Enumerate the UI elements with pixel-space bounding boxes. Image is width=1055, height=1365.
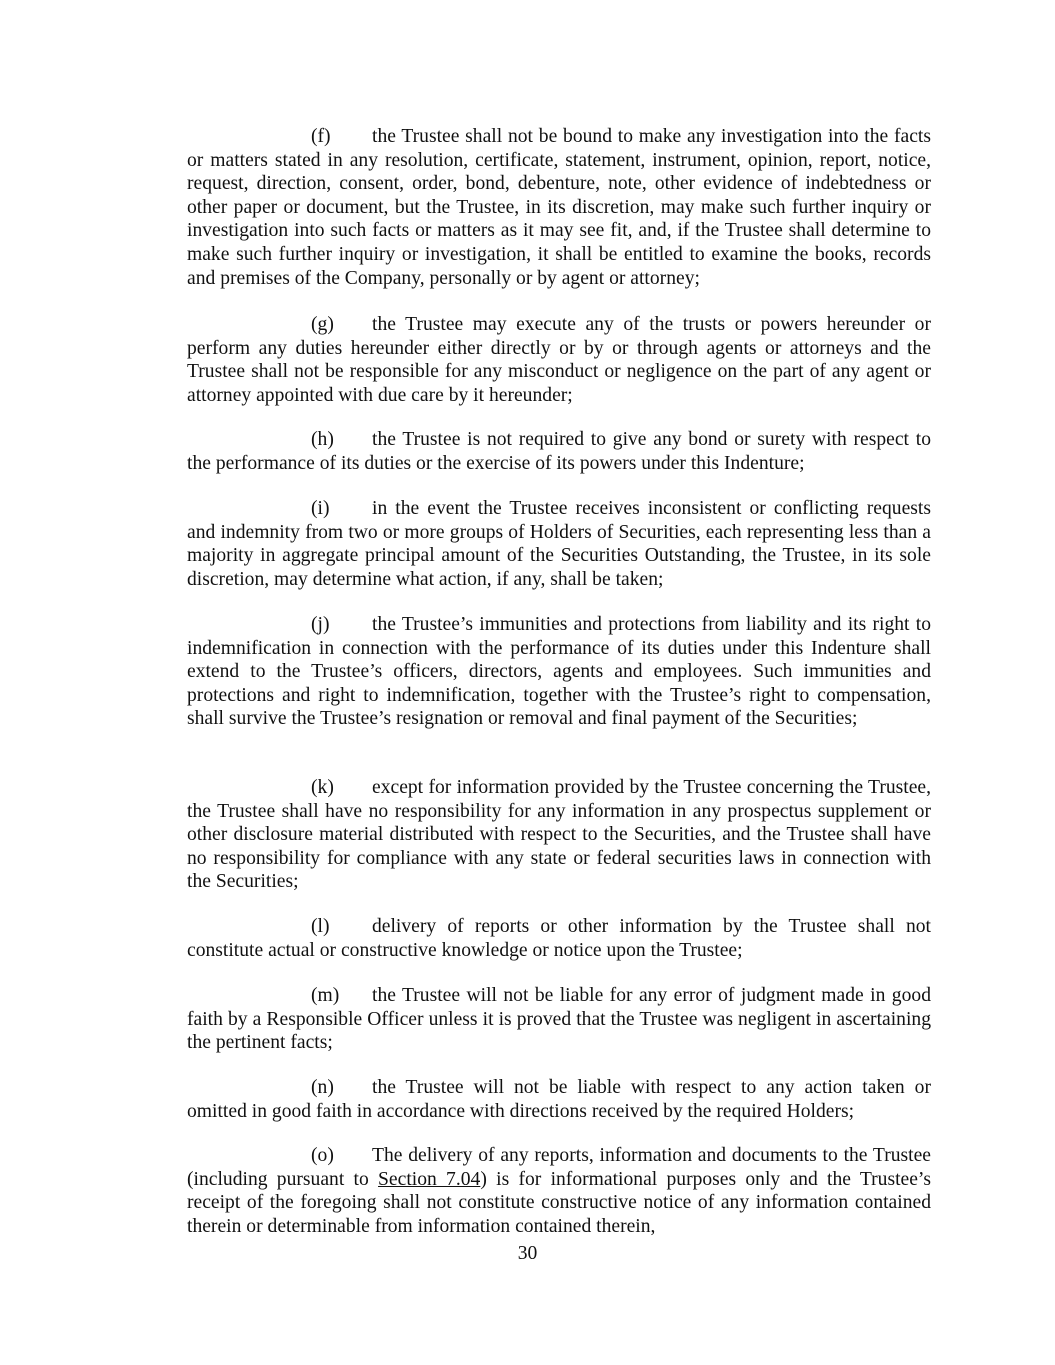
paragraph-label: (k): [311, 777, 334, 798]
paragraph-text: the Trustee is not required to give any bond or surety with respect to the performance of its duties or the exercise of its powers under this Indenture;: [187, 429, 931, 474]
paragraph-text: the Trustee shall not be bound to make any investigation into the facts or matters stated in any resolution, certificate, statement, instrument, opinion, report, notice, request, direction, consent, order, bond, debenture, note, other evidence of indebtedness or other paper or document, but the Trustee, in its discretion, may make such further inquiry or investigation into such facts or matters as it may see fit, and, if the Trustee shall determine to make such further inquiry or investigation, it shall be entitled to examine the books, records and premises of the Company, personally or by agent or attorney;: [187, 126, 931, 289]
paragraph-label: (j): [311, 614, 330, 635]
paragraph-text: except for information provided by the Trustee concerning the Trustee, the Trustee shall have no responsibility for any information in any prospectus supplement or other disclosure material distributed with respect to the Securities, and the Trustee shall have no responsibility for compliance with any state or federal securities laws in connection with the Securities;: [187, 777, 931, 893]
page-number: 30: [517, 1243, 538, 1264]
paragraph-text: in the event the Trustee receives inconsistent or conflicting requests and indemnity from two or more groups of Holders of Securities, each representing less than a majority in aggregate principal amount of the Securities Outstanding, the Trustee, in its sole discretion, may determine what action, if any, shall be taken;: [187, 498, 931, 590]
paragraph-m: [187, 984, 931, 1055]
paragraph-label: (h): [311, 429, 334, 450]
paragraph-text: the Trustee will not be liable for any error of judgment made in good faith by a Responsible Officer unless it is proved that the Trustee was negligent in ascertaining the pertinent facts;: [187, 985, 931, 1054]
section-reference-link[interactable]: Section 7.04: [378, 1168, 481, 1190]
paragraph-text: the Trustee’s immunities and protections from liability and its right to indemnification in connection with the performance of its duties under this Indenture shall extend to the Trustee’s officers, directors, agents and employees. Such immunities and protections and right to indemnification, together with the Trustee’s right to compensation, shall survive the Trustee’s resignation or removal and final payment of the Securities;: [187, 614, 931, 730]
paragraph-text-after: ) is for informational purposes only and the Trustee’s receipt of the foregoing shall not constitute constructive notice of any information contained therein or determinable from information contained therein,: [187, 1168, 931, 1237]
paragraph-g: [187, 313, 931, 407]
paragraph-text: the Trustee may execute any of the trusts or powers hereunder or perform any duties hereunder either directly or by or through agents or attorneys and the Trustee shall not be responsible for any misconduct or negligence on the part of any agent or attorney appointed with due care by it hereunder;: [187, 314, 931, 406]
paragraph-label: (g): [311, 314, 334, 335]
paragraph-label: (l): [311, 916, 330, 937]
paragraph-l: [187, 915, 931, 962]
paragraph-n: [187, 1076, 931, 1123]
paragraph-i: [187, 497, 931, 591]
paragraph-text: delivery of reports or other information by the Trustee shall not constitute actual or constructive knowledge or notice upon the Trustee;: [187, 916, 931, 961]
paragraph-label: (m): [311, 985, 340, 1006]
paragraph-label: (f): [311, 126, 331, 147]
paragraph-text-before: The delivery of any reports, information and documents to the Trustee (including pursuant to: [187, 1145, 931, 1190]
paragraph-text: the Trustee will not be liable with respect to any action taken or omitted in good faith in accordance with directions received by the required Holders;: [187, 1077, 931, 1122]
paragraph-h: [187, 428, 931, 475]
paragraph-o: [187, 1144, 931, 1238]
paragraph-j: [187, 613, 931, 731]
paragraph-label: (i): [311, 498, 330, 519]
paragraph-label: (o): [311, 1145, 334, 1166]
paragraph-f: [187, 125, 931, 290]
paragraph-k: [187, 776, 931, 894]
paragraph-label: (n): [311, 1077, 334, 1098]
